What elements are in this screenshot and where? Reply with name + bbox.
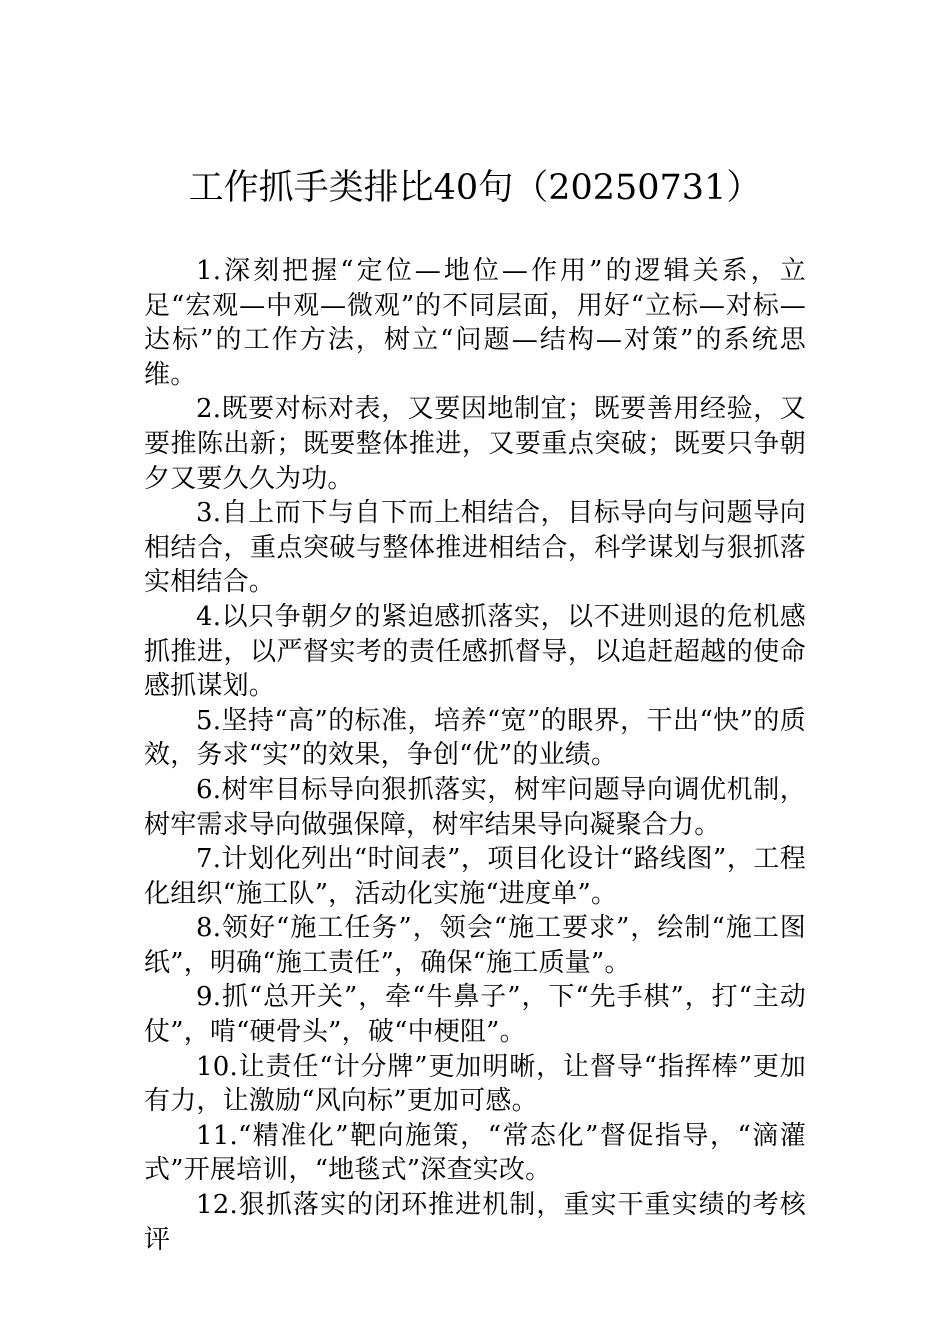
paragraph-1: 1.深刻把握“定位—地位—作用”的逻辑关系，立足“宏观—中观—微观”的不同层面，用好“立标—对标—达标”的工作方法，树立“问题—结构—对策”的系统思维。 [144, 256, 806, 390]
paragraph-2: 2.既要对标对表，又要因地制宜；既要善用经验，又要推陈出新；既要整体推进，又要重点突破；既要只争朝夕又要久久为功。 [144, 394, 806, 494]
document-body [144, 254, 806, 1257]
paragraph-3: 3.自上而下与自下而上相结合，目标导向与问题导向相结合，重点突破与整体推进相结合，科学谋划与狠抓落实相结合。 [144, 498, 806, 598]
paragraph-8: 8.领好“施工任务”，领会“施工要求”，绘制“施工图纸”，明确“施工责任”，确保“施工质量”。 [144, 913, 806, 978]
document-title: 工作抓手类排比40句（20250731） [188, 168, 762, 208]
paragraph-6: 6.树牢目标导向狠抓落实，树牢问题导向调优机制，树牢需求导向做强保障，树牢结果导向凝聚合力。 [144, 774, 806, 840]
paragraph-12: 12.狠抓落实的闭环推进机制，重实干重实绩的考核评 [144, 1190, 806, 1255]
paragraph-5: 5.坚持“高”的标准，培养“宽”的眼界，干出“快”的质效，务求“实”的效果，争创“优”的业绩。 [144, 705, 806, 771]
paragraph-11: 11.“精准化”靶向施策，“常态化”督促指导，“滴灌式”开展培训，“地毯式”深查实改。 [144, 1120, 806, 1186]
paragraph-7: 7.计划化列出“时间表”，项目化设计“路线图”，工程化组织“施工队”，活动化实施“进度单”。 [144, 844, 806, 909]
paragraph-9: 9.抓“总开关”，牵“牛鼻子”，下“先手棋”，打“主动仗”，啃“硬骨头”，破“中梗阻”。 [144, 982, 806, 1048]
paragraph-4: 4.以只争朝夕的紧迫感抓落实，以不进则退的危机感抓推进，以严督实考的责任感抓督导，以追赶超越的使命感抓谋划。 [144, 601, 806, 702]
paragraph-10: 10.让责任“计分牌”更加明晰，让督导“指挥棒”更加有力，让激励“风向标”更加可感。 [144, 1051, 806, 1117]
